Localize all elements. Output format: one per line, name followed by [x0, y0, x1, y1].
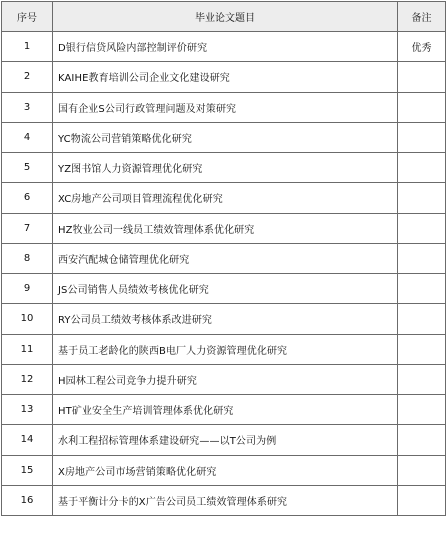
- table-row: [2, 62, 446, 92]
- row-note: 优秀: [398, 32, 446, 62]
- row-index: 2: [2, 62, 53, 92]
- table-row: [2, 274, 446, 304]
- row-index: 13: [2, 395, 53, 425]
- thesis-title: JS公司销售人员绩效考核优化研究: [53, 274, 398, 304]
- thesis-title: YC物流公司营销策略优化研究: [53, 122, 398, 152]
- row-note: [398, 395, 446, 425]
- thesis-title: 水利工程招标管理体系建设研究——以T公司为例: [53, 425, 398, 455]
- row-note: [398, 153, 446, 183]
- row-index: 5: [2, 153, 53, 183]
- table-row: [2, 455, 446, 485]
- row-note: [398, 243, 446, 273]
- row-note: [398, 92, 446, 122]
- row-note: [398, 304, 446, 334]
- row-index: 9: [2, 274, 53, 304]
- table-row: [2, 364, 446, 394]
- table-row: [2, 122, 446, 152]
- header-index: 序号: [2, 2, 53, 32]
- table-row: [2, 243, 446, 273]
- row-note: [398, 183, 446, 213]
- thesis-title: 基于员工老龄化的陕西B电厂人力资源管理优化研究: [53, 334, 398, 364]
- thesis-title: X房地产公司市场营销策略优化研究: [53, 455, 398, 485]
- table-row: [2, 153, 446, 183]
- thesis-title: H园林工程公司竞争力提升研究: [53, 364, 398, 394]
- header-title: 毕业论文题目: [53, 2, 398, 32]
- row-note: [398, 425, 446, 455]
- row-index: 7: [2, 213, 53, 243]
- table-header-row: [2, 2, 446, 32]
- table-row: [2, 304, 446, 334]
- row-index: 4: [2, 122, 53, 152]
- thesis-title: HT矿业安全生产培训管理体系优化研究: [53, 395, 398, 425]
- header-note: 备注: [398, 2, 446, 32]
- table-body: [2, 32, 446, 516]
- thesis-title: 国有企业S公司行政管理问题及对策研究: [53, 92, 398, 122]
- thesis-title: 基于平衡计分卡的X广告公司员工绩效管理体系研究: [53, 485, 398, 515]
- row-index: 16: [2, 485, 53, 515]
- thesis-title: XC房地产公司项目管理流程优化研究: [53, 183, 398, 213]
- thesis-titles-table: [1, 1, 446, 516]
- row-index: 15: [2, 455, 53, 485]
- row-note: [398, 62, 446, 92]
- row-index: 11: [2, 334, 53, 364]
- table-row: [2, 32, 446, 62]
- row-note: [398, 364, 446, 394]
- row-index: 3: [2, 92, 53, 122]
- row-note: [398, 213, 446, 243]
- table-row: [2, 425, 446, 455]
- row-note: [398, 334, 446, 364]
- table-row: [2, 183, 446, 213]
- row-index: 10: [2, 304, 53, 334]
- row-note: [398, 455, 446, 485]
- table-row: [2, 213, 446, 243]
- thesis-title: RY公司员工绩效考核体系改进研究: [53, 304, 398, 334]
- row-note: [398, 274, 446, 304]
- thesis-title: D银行信贷风险内部控制评价研究: [53, 32, 398, 62]
- thesis-title: HZ牧业公司一线员工绩效管理体系优化研究: [53, 213, 398, 243]
- row-index: 6: [2, 183, 53, 213]
- thesis-title: 西安汽配城仓储管理优化研究: [53, 243, 398, 273]
- table-row: [2, 334, 446, 364]
- row-note: [398, 122, 446, 152]
- thesis-title: YZ图书馆人力资源管理优化研究: [53, 153, 398, 183]
- table-row: [2, 92, 446, 122]
- table-row: [2, 395, 446, 425]
- row-index: 8: [2, 243, 53, 273]
- table-row: [2, 485, 446, 515]
- row-index: 12: [2, 364, 53, 394]
- row-note: [398, 485, 446, 515]
- thesis-title: KAIHE教育培训公司企业文化建设研究: [53, 62, 398, 92]
- row-index: 14: [2, 425, 53, 455]
- row-index: 1: [2, 32, 53, 62]
